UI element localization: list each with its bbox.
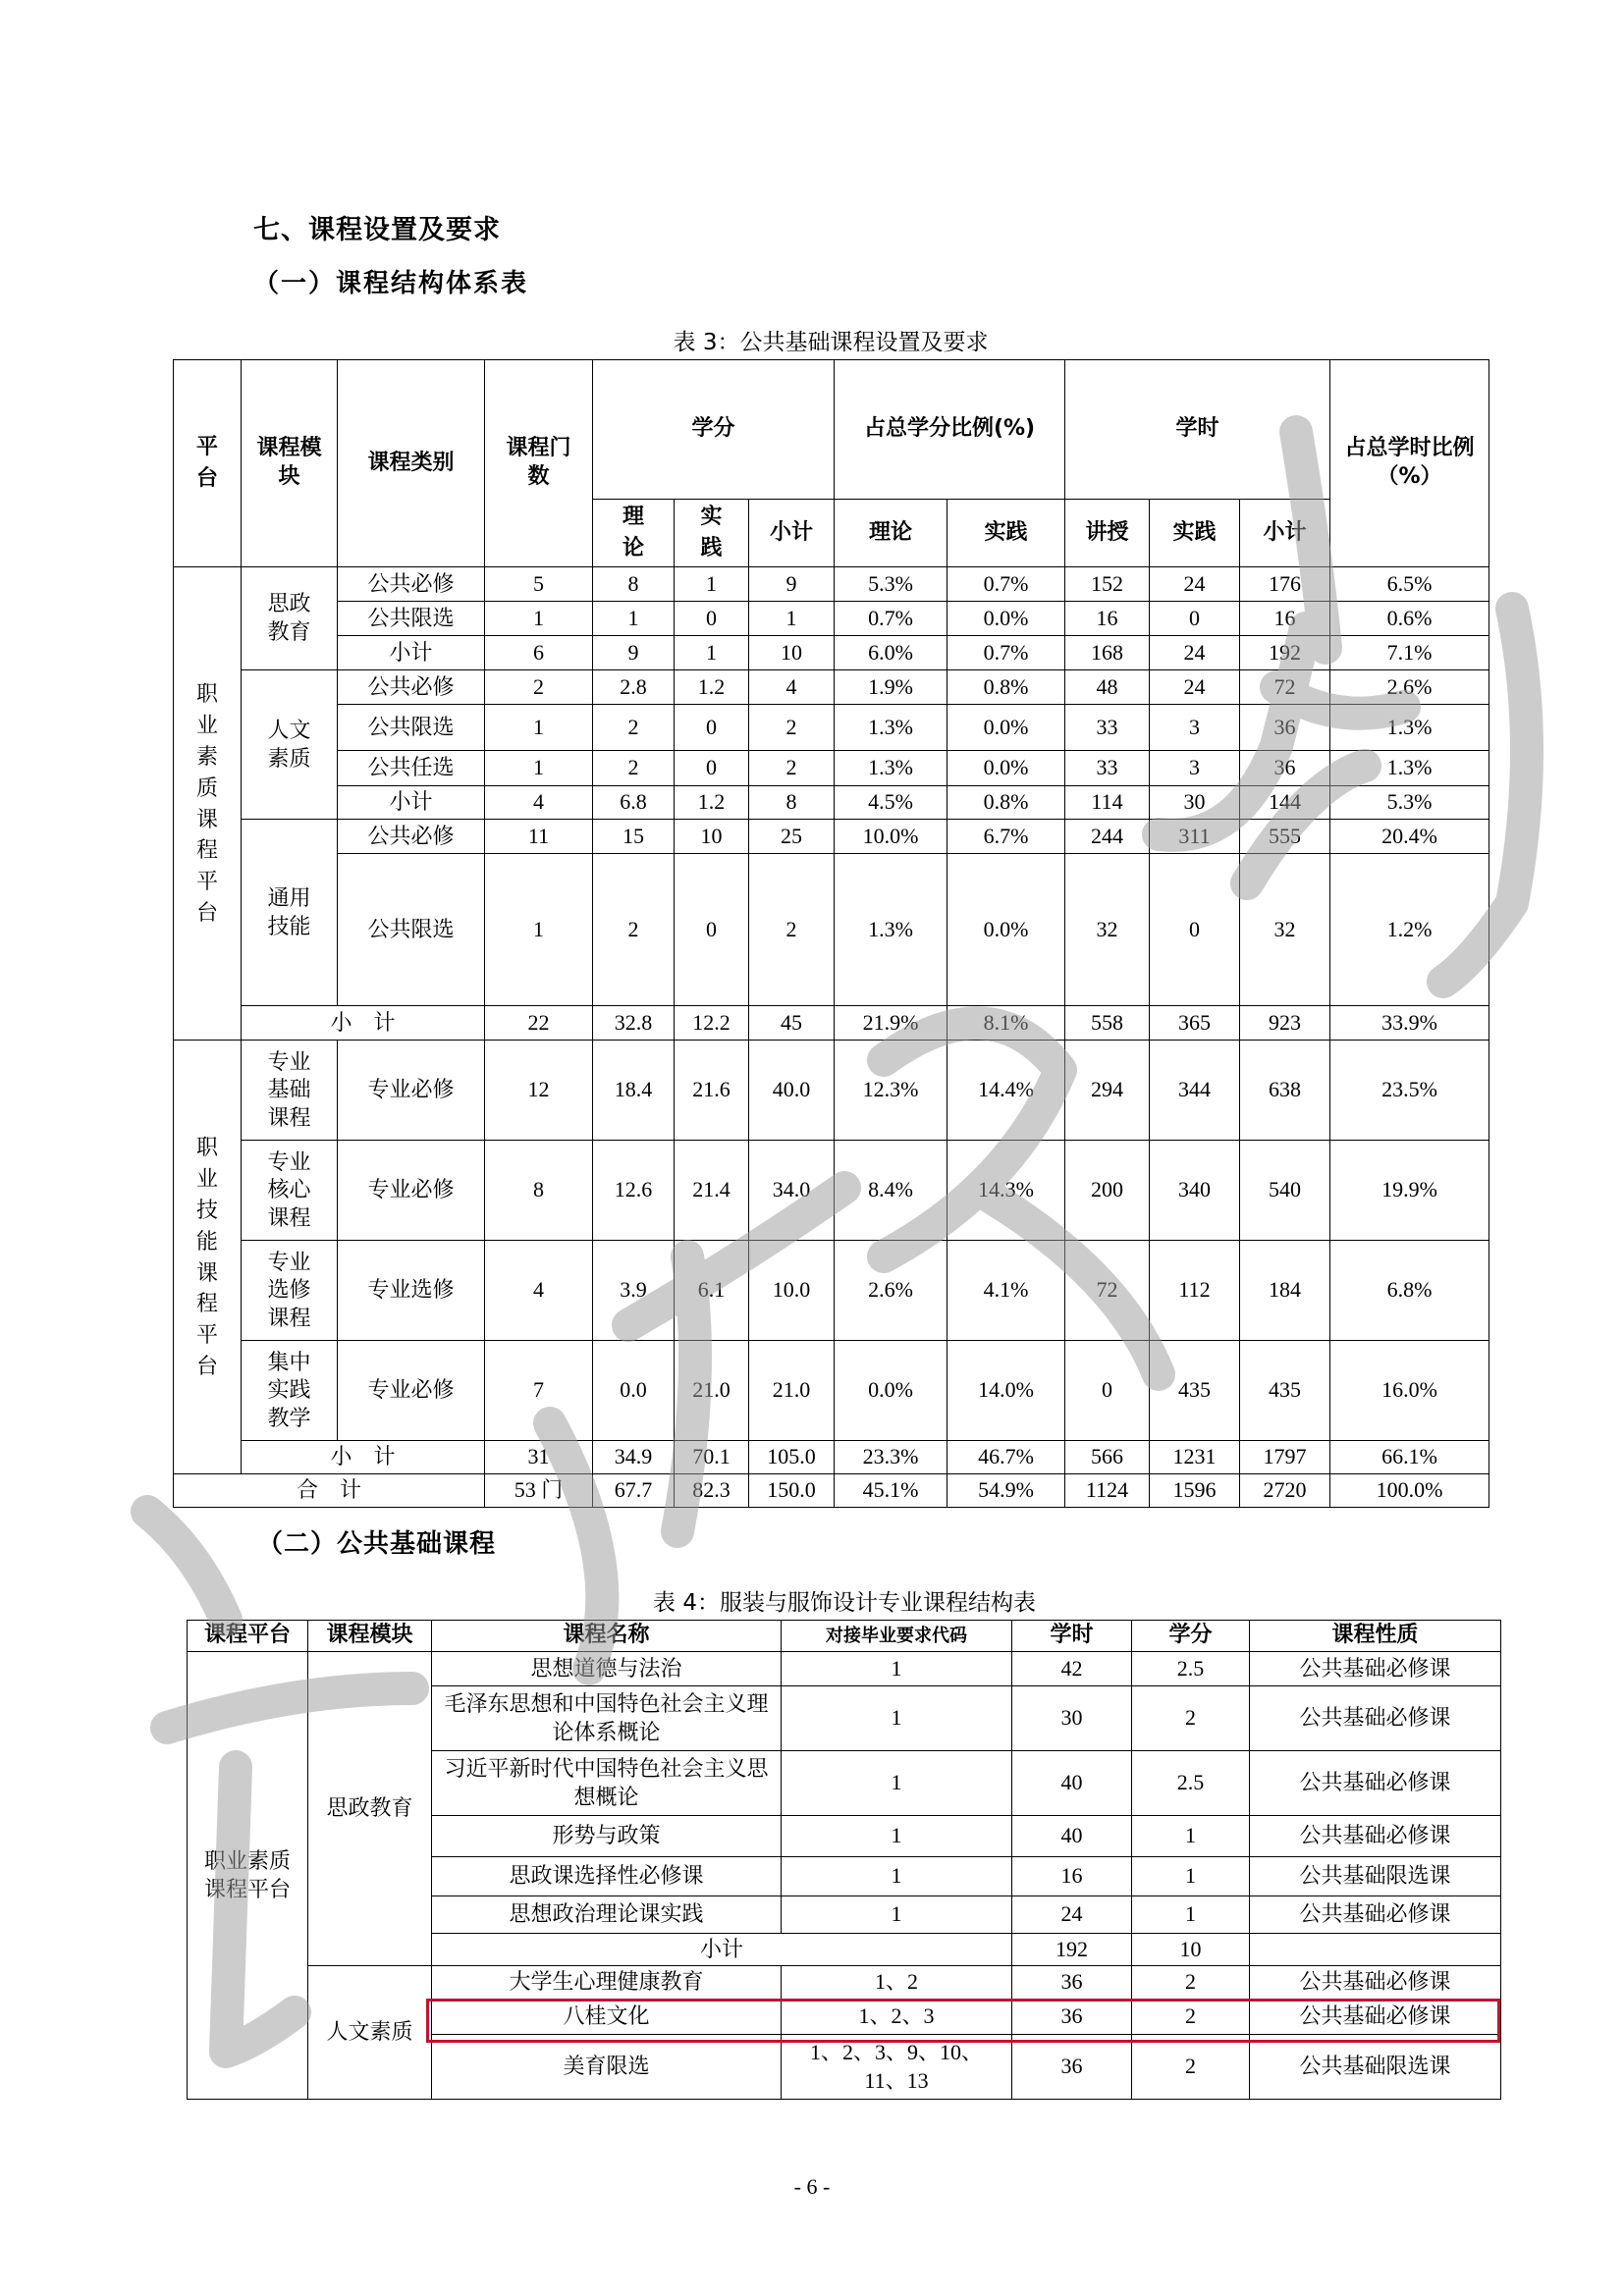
header-hours-subtotal: 小计 [1240,500,1330,567]
header-credit-practice: 实践 [675,500,749,567]
table-row: 小 计 22 32.8 12.2 45 21.9% 8.1% 558 365 923 33.9% [174,1006,1489,1041]
t4-module-cell: 人文素质 [308,1966,432,2100]
module-cell: 人文素质 [242,670,338,820]
t4-header-name: 课程名称 [432,1621,782,1652]
module-cell: 通用技能 [242,820,338,1006]
table-row: 美育限选 1、2、3、9、10、11、13 36 2 公共基础限选课 [188,2035,1501,2100]
table-row: 职业素质课程平台 思政教育 公共必修 5 8 1 9 5.3% 0.7% 152 24 176 6.5% [174,567,1489,602]
table-row: 人文素质 公共必修 2 2.8 1.2 4 1.9% 0.8% 48 24 72 2.6% [174,670,1489,705]
table-row: 职业技能课程平台 专业基础课程 专业必修 12 18.4 21.6 40.0 12.3% 14.4% 294 344 638 23.5% [174,1041,1489,1141]
header-platform: 平台 [174,360,242,567]
table-row: 习近平新时代中国特色社会主义思想概论 1 40 2.5 公共基础必修课 [188,1751,1501,1816]
table-row: 公共限选 1 2 0 2 1.3% 0.0% 33 3 36 1.3% [174,705,1489,751]
table-row: 小计 6 9 1 10 6.0% 0.7% 168 24 192 7.1% [174,636,1489,670]
header-credit-subtotal: 小计 [749,500,835,567]
table4-caption: 表 4：服装与服饰设计专业课程结构表 [653,1590,1036,1616]
table-row: 公共任选 1 2 0 2 1.3% 0.0% 33 3 36 1.3% [174,751,1489,786]
table3 [173,359,1489,1508]
t4-platform-cell: 职业素质课程平台 [188,1652,308,2100]
t4-header-hours: 学时 [1012,1621,1132,1652]
module-cell: 思政教育 [242,567,338,670]
table4 [187,1620,1501,2100]
table-row: 公共限选 1 1 0 1 0.7% 0.0% 16 0 16 0.6% [174,602,1489,636]
module-cell: 集中实践教学 [242,1341,338,1441]
header-category: 课程类别 [338,360,485,567]
table-row: 职业素质课程平台 思政教育 思想道德与法治 1 42 2.5 公共基础必修课 [188,1652,1501,1686]
module-cell: 专业选修课程 [242,1241,338,1341]
header-credit-ratio: 占总学分比例(%) [835,360,1065,500]
table-row-subtotal: 小计 192 10 [188,1934,1501,1966]
table-row: 集中实践教学 专业必修 7 0.0 21.0 21.0 0.0% 14.0% 0 435 435 16.0% [174,1341,1489,1441]
table-row-total: 合 计 53 门 67.7 82.3 150.0 45.1% 54.9% 1124 1596 2720 100.0% [174,1474,1489,1508]
table-row: 思想政治理论课实践 1 24 1 公共基础必修课 [188,1896,1501,1934]
table-row: 形势与政策 1 40 1 公共基础必修课 [188,1816,1501,1857]
t4-header-nature: 课程性质 [1250,1621,1501,1652]
header-ratio-practice: 实践 [947,500,1065,567]
table-row: 小计 4 6.8 1.2 8 4.5% 0.8% 114 30 144 5.3% [174,786,1489,820]
module-cell: 专业核心课程 [242,1141,338,1241]
platform-cell: 职业技能课程平台 [174,1041,242,1474]
t4-header-platform: 课程平台 [188,1621,308,1652]
header-hours-practice: 实践 [1150,500,1240,567]
header-credits: 学分 [593,360,835,500]
table-row-highlighted: 八桂文化 1、2、3 36 2 公共基础必修课 [188,2000,1501,2035]
header-hours: 学时 [1065,360,1330,500]
table-row: 通用技能 公共必修 11 15 10 25 10.0% 6.7% 244 311 555 20.4% [174,820,1489,854]
header-module: 课程模块 [242,360,338,567]
subsection-heading-public: （二）公共基础课程 [257,1529,497,1559]
table-row: 人文素质 大学生心理健康教育 1、2 36 2 公共基础必修课 [188,1966,1501,2000]
header-ratio-theory: 理论 [835,500,947,567]
table-row: 思政课选择性必修课 1 16 1 公共基础限选课 [188,1857,1501,1896]
table-row: 小 计 31 34.9 70.1 105.0 23.3% 46.7% 566 1231 1797 66.1% [174,1441,1489,1474]
page-number: - 6 - [793,2174,831,2199]
header-hours-lecture: 讲授 [1065,500,1150,567]
module-cell: 专业基础课程 [242,1041,338,1141]
table-row: 毛泽东思想和中国特色社会主义理论体系概论 1 30 2 公共基础必修课 [188,1686,1501,1751]
t4-header-credits: 学分 [1132,1621,1250,1652]
table-row: 公共限选 1 2 0 2 1.3% 0.0% 32 0 32 1.2% [174,854,1489,1006]
t4-header-code: 对接毕业要求代码 [782,1621,1012,1652]
t4-header-module: 课程模块 [308,1621,432,1652]
section-heading: 七、课程设置及要求 [253,215,501,245]
header-hour-ratio: 占总学时比例（%） [1330,360,1489,567]
subsection-heading-structure: （一）课程结构体系表 [253,269,529,298]
table3-caption: 表 3：公共基础课程设置及要求 [673,330,989,355]
platform-cell: 职业素质课程平台 [174,567,242,1041]
table-row: 专业核心课程 专业必修 8 12.6 21.4 34.0 8.4% 14.3% 200 340 540 19.9% [174,1141,1489,1241]
t4-module-cell: 思政教育 [308,1652,432,1966]
table-row: 专业选修课程 专业选修 4 3.9 6.1 10.0 2.6% 4.1% 72 112 184 6.8% [174,1241,1489,1341]
header-credit-theory: 理论 [593,500,675,567]
header-count: 课程门数 [485,360,593,567]
